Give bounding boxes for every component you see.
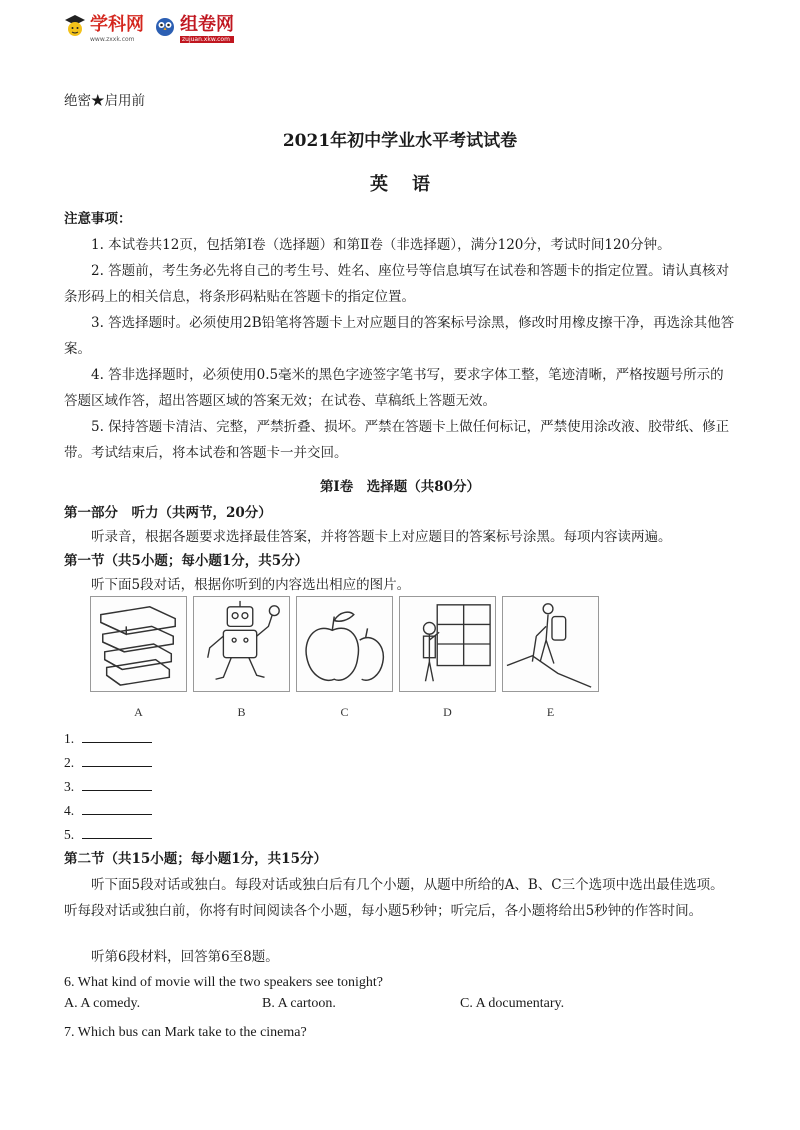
robot-icon xyxy=(194,597,289,691)
question-6: 6. What kind of movie will the two speakers see tonight? xyxy=(64,975,383,990)
owl-icon xyxy=(154,13,176,39)
books-icon xyxy=(91,597,186,691)
sec2-heading: 第二节（共15小题；每小题1分，共15分） xyxy=(64,851,327,867)
blank-number: 1. xyxy=(64,731,75,746)
logo2-url: zujuan.xkw.com xyxy=(180,36,234,43)
blank-number: 4. xyxy=(64,803,75,818)
blank-number: 5. xyxy=(64,827,75,842)
part1-heading: 第一部分 听力（共两节，20分） xyxy=(64,505,272,521)
answer-blank-4[interactable] xyxy=(64,802,152,819)
label-a: A xyxy=(134,705,143,719)
picture-labels xyxy=(90,705,646,720)
option-c[interactable]: C. A documentary. xyxy=(460,996,565,1011)
picture-b-robot xyxy=(193,596,290,692)
option-b[interactable]: B. A cartoon. xyxy=(262,996,336,1011)
picture-e-hiker xyxy=(502,596,599,692)
answer-blank-1[interactable] xyxy=(64,730,152,747)
window-icon xyxy=(400,597,495,691)
label-e: E xyxy=(546,705,555,719)
blank-line xyxy=(82,754,152,767)
notice-item-4: 4. 答非选择题时，必须使用0.5毫米的黑色字迹签字笔书写，要求字体工整，笔迹清晰，严格按题号所示的答题区域作答，超出答题区域的答案无效；在试卷、草稿纸上答题无效。 xyxy=(64,367,724,409)
exam-title: 2021年初中学业水平考试试卷 xyxy=(282,131,518,151)
header-logos xyxy=(64,10,234,42)
subject-title: 英语 xyxy=(370,174,454,195)
answer-blank-2[interactable] xyxy=(64,754,152,771)
picture-c-apples xyxy=(296,596,393,692)
section1-heading: 第Ⅰ卷 选择题（共80分） xyxy=(319,479,481,495)
sec1-heading: 第一节（共5小题；每小题1分，共5分） xyxy=(64,553,309,569)
logo2-name: 组卷网 xyxy=(180,13,234,35)
apple-icon xyxy=(297,597,392,691)
notice-item-1: 1. 本试卷共12页，包括第Ⅰ卷（选择题）和第Ⅱ卷（非选择题），满分120分，考试时间120分钟。 xyxy=(91,237,671,253)
blank-number: 3. xyxy=(64,779,75,794)
blank-number: 2. xyxy=(64,755,75,770)
part1-instructions: 听录音，根据各题要求选择最佳答案，并将答题卡上对应题目的答案标号涂黑。每项内容读两遍。 xyxy=(91,529,672,545)
answer-blank-5[interactable] xyxy=(64,826,152,843)
sec2-material: 听第6段材料，回答第6至8题。 xyxy=(91,949,279,965)
blank-line xyxy=(82,778,152,791)
notice-heading: 注意事项： xyxy=(64,211,132,227)
picture-d-window xyxy=(399,596,496,692)
label-d: D xyxy=(443,705,452,719)
notice-item-3: 3. 答选择题时。必须使用2B铅笔将答题卡上对应题目的答案标号涂黑，修改时用橡皮擦干净，再选涂其他答案。 xyxy=(64,315,735,357)
sec1-instructions: 听下面5段对话，根据你听到的内容选出相应的图片。 xyxy=(91,577,411,593)
answer-blank-3[interactable] xyxy=(64,778,152,795)
option-a[interactable]: A. A comedy. xyxy=(64,996,141,1011)
label-c: C xyxy=(340,705,349,719)
blank-line xyxy=(82,826,152,839)
blank-line xyxy=(82,802,152,815)
graduate-icon xyxy=(64,13,86,39)
label-b: B xyxy=(237,705,246,719)
secret-label: 绝密★启用前 xyxy=(64,93,145,109)
question-7: 7. Which bus can Mark take to the cinema? xyxy=(64,1025,307,1040)
question-6-options xyxy=(64,996,736,1012)
picture-a-books xyxy=(90,596,187,692)
logo1-name: 学科网 xyxy=(90,13,144,35)
logo1-url: www.zxxk.com xyxy=(90,35,135,43)
sec2-instructions: 听下面5段对话或独白。每段对话或独白后有几个小题，从题中所给的A、B、C三个选项中选出最佳选项。听每段对话或独白前，你将有时间阅读各个小题，每小题5秒钟；听完后，各小题将给出5秒钟的作答时间。 xyxy=(64,877,724,919)
blank-line xyxy=(82,730,152,743)
zujuanwang-logo xyxy=(154,10,234,43)
notice-item-2: 2. 答题前，考生务必先将自己的考生号、姓名、座位号等信息填写在试卷和答题卡的指定位置。请认真核对条形码上的相关信息，将条形码粘贴在答题卡的指定位置。 xyxy=(64,263,730,305)
xuekewang-logo xyxy=(64,10,144,43)
notice-item-5: 5. 保持答题卡清洁、完整，严禁折叠、损坏。严禁在答题卡上做任何标记，严禁使用涂改液、胶带纸、修正带。考试结束后，将本试卷和答题卡一并交回。 xyxy=(64,419,730,461)
hiker-icon xyxy=(503,597,598,691)
listening-pictures xyxy=(90,596,646,692)
